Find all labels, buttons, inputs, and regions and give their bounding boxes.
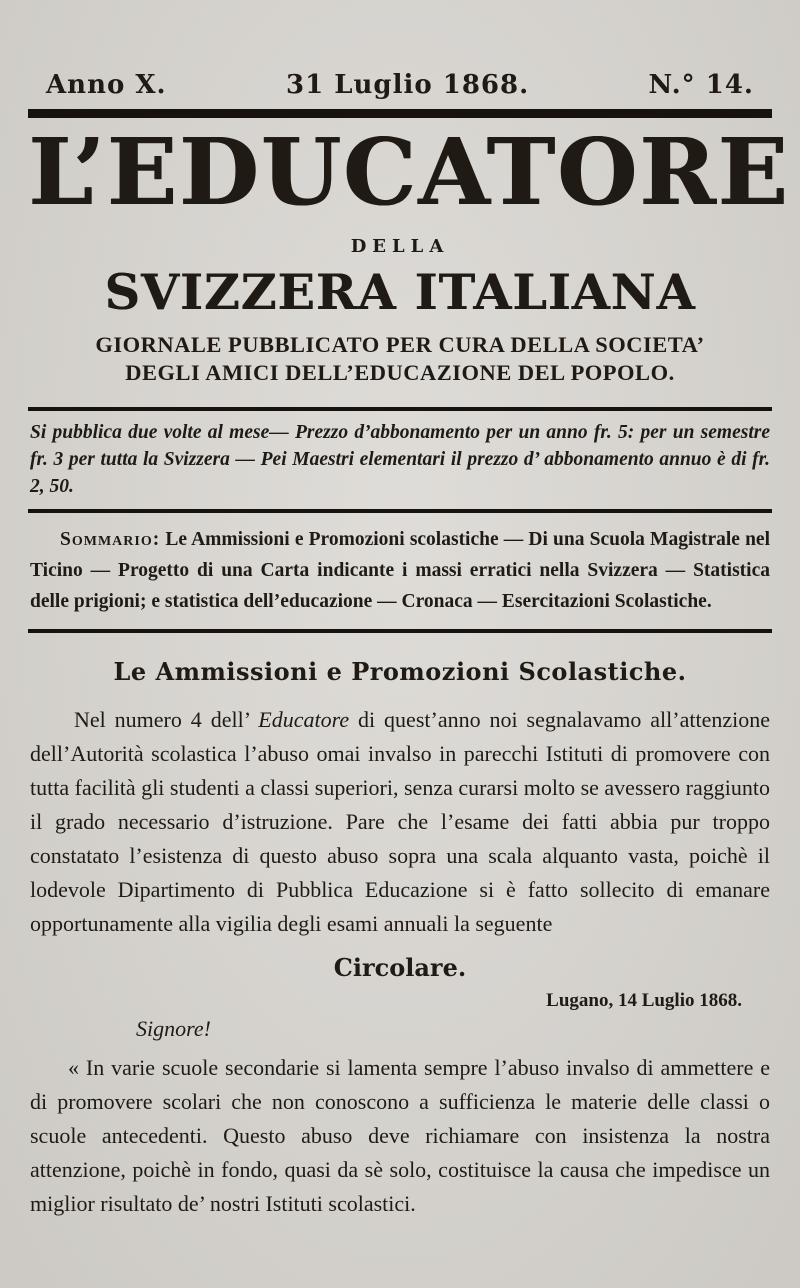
issue-year: Anno X. <box>46 70 167 100</box>
masthead-della: DELLA <box>350 235 450 257</box>
divider-heavy <box>28 109 772 118</box>
circular-salutation: Signore! <box>136 1016 211 1042</box>
summary-label: Sommario: <box>60 529 161 551</box>
paragraph-1-text-after: di quest’anno noi segnalavamo all’attenzione dell’Autorità scolastica l’abuso omai invalso in parecchi Istituti di promovere con tutta facilità gli studenti a classi superiori, senza curarsi molto se avessero raggiunto il grado necessario d’istruzione. Pare che l’esame dei fatti abbia pur troppo constatato l’esistenza di questo abuso sopra una scala alquanto vasta, poichè il lodevole Dipartimento di Pubblica Educazione si è fatto sollecito di emanare opportunamente alla vigilia degli esami annuali la seguente <box>30 707 770 937</box>
subscription-info: Si pubblica due volte al mese— Prezzo d’abbonamento per un anno fr. 5: per un semestre fr. 3 per tutta la Svizzera — Pei Maestri elementari il prezzo d’ abbonamento annuo è di fr. 2, 50. <box>30 422 770 498</box>
circular-dateline: Lugano, 14 Luglio 1868. <box>546 990 742 1012</box>
issue-number: N.° 14. <box>648 70 754 100</box>
divider-double-bottom <box>28 629 772 633</box>
article-paragraph-1 <box>28 703 772 941</box>
issue-header <box>28 0 772 100</box>
article-title: Le Ammissioni e Promozioni Scolastiche. <box>113 657 687 687</box>
circular-title: Circolare. <box>333 953 467 983</box>
issue-date: 31 Luglio 1868. <box>285 70 530 100</box>
tagline-line-2: DEGLI AMICI DELL’EDUCAZIONE DEL POPOLO. <box>125 360 675 386</box>
masthead-tagline <box>28 331 772 387</box>
summary-text: Le Ammissioni e Promozioni scolastiche — Di una Scuola Magistrale nel Ticino — Progetto di una Carta indicante i massi erratici nella Svizzera — Statistica delle prigioni; e statistica dell’educazione — Cronaca — Esercitazioni Scolastiche. <box>30 529 770 613</box>
masthead-subtitle: SVIZZERA ITALIANA <box>104 262 696 321</box>
tagline-line-1: GIORNALE PUBBLICATO PER CURA DELLA SOCIETA’ <box>95 332 705 358</box>
article-paragraph-2: « In varie scuole secondarie si lamenta sempre l’abuso invalso di ammettere e di promovere scolari che non conoscono a sufficienza le materie delle classi o scuole antecedenti. Questo abuso deve richiamare con insistenza la nostra attenzione, poichè in fondo, quasi da sè solo, costituisce la causa che impedisce un miglior risultato de’ nostri Istituti scolastici. <box>30 1055 770 1217</box>
masthead-title: L’EDUCATORE <box>28 118 790 226</box>
paragraph-1-text-before: Nel numero 4 dell’ <box>74 707 259 733</box>
paragraph-1-journal-name: Educatore <box>258 707 350 733</box>
summary-block <box>28 513 772 629</box>
